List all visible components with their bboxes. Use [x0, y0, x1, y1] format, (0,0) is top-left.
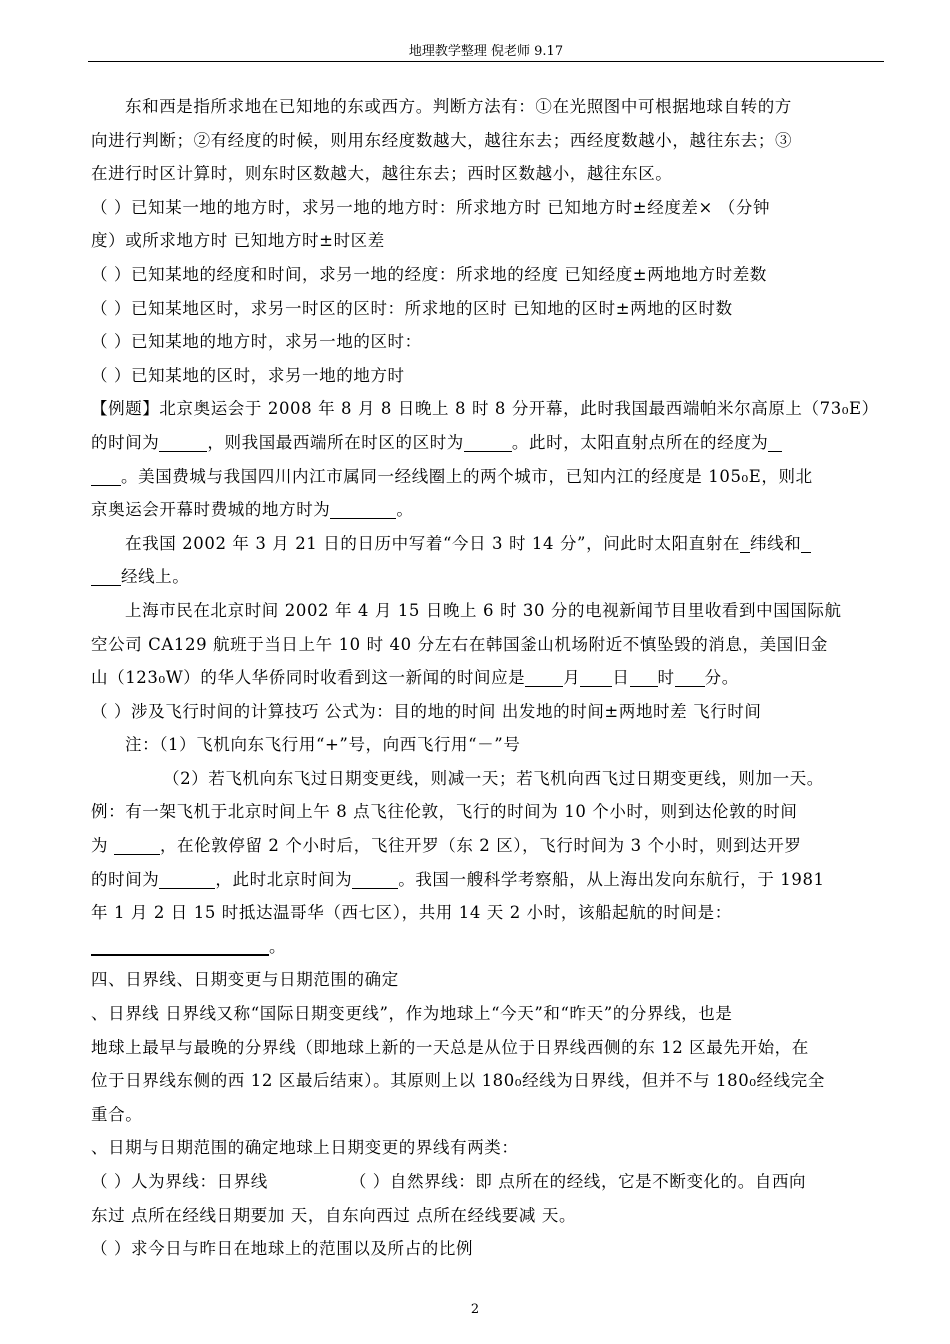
- formula-line: （ ）已知某一地的地方时，求另一地的地方时：所求地方时 已知地方时±经度差× （分钟: [91, 197, 771, 217]
- note-line: （2）若飞机向东飞过日期变更线，则减一天；若飞机向西飞过日期变更线，则加一天。: [163, 768, 824, 788]
- paragraph-line: 东过 点所在经线日期要加 天，自东向西过 点所在经线要减 天。: [91, 1205, 577, 1225]
- text-segment: （ ）自然界线：即 点所在的经线，它是不断变化的。自西向: [349, 1172, 807, 1191]
- answer-blank: [91, 565, 121, 586]
- text-segment: 。美国费城与我国四川内江市属同一经线圈上的两个城市，已知内江的经度是 105₀E，则北: [121, 466, 813, 486]
- text-segment: 时: [657, 668, 675, 688]
- example-line: 【例题】北京奥运会于 2008 年 8 月 8 日晚上 8 时 8 分开幕，此时我国最西端帕米尔高原上（73₀E）: [91, 399, 879, 419]
- paragraph-line: 向进行判断；②有经度的时候，则用东经度数越大，越往东去；西经度数越小，越往东去；③: [91, 130, 793, 150]
- answer-blank: [352, 868, 398, 889]
- paragraph-line: [91, 1165, 886, 1199]
- example-line: 例：有一架飞机于北京时间上午 8 点飞往伦敦，飞行的时间为 10 个小时，则到达伦敦的时间: [91, 802, 798, 822]
- document-body: [91, 90, 886, 1266]
- header-divider: [88, 61, 884, 62]
- example-line: [91, 426, 886, 460]
- section-heading: 四、日界线、日期变更与日期范围的确定: [91, 970, 399, 990]
- note-line: 注：（1）飞机向东飞行用“+”号，向西飞行用“－”号: [125, 735, 521, 755]
- text-segment: ，此时北京时间为: [215, 869, 353, 889]
- page-number: 2: [470, 1302, 480, 1317]
- page-header: 地理教学整理 倪老师 9.17: [408, 44, 564, 59]
- example-line: [91, 930, 886, 964]
- answer-blank: [675, 666, 705, 687]
- example-line: 上海市民在北京时间 2002 年 4 月 15 日晚上 6 时 30 分的电视新闻节目里收看到中国国际航: [125, 600, 842, 620]
- answer-blank: [159, 431, 207, 452]
- paragraph-line: 地球上最早与最晚的分界线（即地球上新的一天总是从位于日界线西侧的东 12 区最先开始，在: [91, 1037, 809, 1057]
- answer-blank: [768, 431, 782, 452]
- example-line: 空公司 CA129 航班于当日上午 10 时 40 分左右在韩国釜山机场附近不慎坠毁的消息，美国旧金: [91, 634, 828, 654]
- example-line: [91, 661, 886, 695]
- text-segment: ，则我国最西端所在时区的区时为: [207, 432, 464, 452]
- paragraph-line: 在进行时区计算时，则东时区数越大，越往东去；西时区数越小，越往东区。: [91, 164, 673, 184]
- example-line: [91, 863, 886, 897]
- text-segment: 经线上。: [121, 567, 190, 587]
- text-segment: 。: [396, 500, 414, 520]
- text-segment: 纬线和: [750, 533, 802, 553]
- text-segment: 的时间为: [91, 869, 160, 889]
- text-segment: 山（123₀W）的华人华侨同时收看到这一新闻的时间应是: [91, 668, 526, 688]
- example-line: [91, 560, 886, 594]
- text-segment: 为: [91, 836, 114, 856]
- text-segment: 。此时，太阳直射点所在的经度为: [511, 432, 769, 452]
- text-segment: 。: [269, 936, 287, 956]
- formula-line: （ ）涉及飞行时间的计算技巧 公式为：目的地的时间 出发地的时间±两地时差 飞行时间: [91, 701, 762, 721]
- answer-blank: [580, 666, 612, 687]
- paragraph-line: 位于日界线东侧的西 12 区最后结束）。其原则上以 180₀经线为日界线，但并不与 180₀经线完全: [91, 1071, 825, 1091]
- formula-line: （ ）已知某地区时，求另一时区的区时：所求地的区时 已知地的区时±两地的区时数: [91, 298, 733, 318]
- answer-blank: [330, 498, 396, 519]
- text-segment: ，在伦敦停留 2 个小时后，飞往开罗（东 2 区），飞行时间为 3 个小时，则到达开罗: [159, 836, 802, 856]
- answer-blank: [740, 532, 750, 553]
- example-line: [91, 460, 886, 494]
- formula-line: （ ）已知某地的地方时，求另一地的区时：: [91, 332, 422, 352]
- answer-blank: [464, 431, 512, 452]
- paragraph-line: 、日期与日期范围的确定地球上日期变更的界线有两类：: [91, 1138, 519, 1158]
- text-segment: 月: [563, 668, 581, 688]
- example-line: 年 1 月 2 日 15 时抵达温哥华（西七区），共用 14 天 2 小时，该船起航的时间是：: [91, 903, 732, 923]
- paragraph-line: 重合。: [91, 1104, 143, 1124]
- answer-blank: [525, 666, 563, 687]
- formula-line: （ ）已知某地的区时，求另一地的地方时: [91, 365, 405, 385]
- text-segment: 分。: [704, 668, 739, 688]
- text-segment: 在我国 2002 年 3 月 21 日的日历中写着“今日 3 时 14 分”，问此时太阳直射在: [125, 533, 740, 553]
- example-line: [91, 829, 886, 863]
- answer-blank: [159, 868, 215, 889]
- paragraph-line: 东和西是指所求地在已知地的东或西方。判断方法有：①在光照图中可根据地球自转的方: [125, 97, 792, 116]
- answer-blank: [630, 666, 658, 687]
- text-segment: 日: [612, 668, 630, 688]
- text-segment: 的时间为: [91, 432, 160, 452]
- answer-blank: [91, 465, 121, 486]
- text-segment: 。我国一艘科学考察船，从上海出发向东航行，于 1981: [398, 869, 825, 889]
- answer-blank: [91, 934, 269, 956]
- example-line: [91, 493, 886, 527]
- paragraph-line: 、日界线 日界线又称“国际日期变更线”，作为地球上“今天”和“昨天”的分界线，也是: [91, 1004, 733, 1024]
- answer-blank: [114, 834, 160, 855]
- text-segment: （ ）人为界线：日界线: [91, 1172, 268, 1191]
- formula-line: 度）或所求地方时 已知地方时±时区差: [91, 231, 385, 251]
- paragraph-line: （ ）求今日与昨日在地球上的范围以及所占的比例: [91, 1239, 474, 1259]
- text-segment: 京奥运会开幕时费城的地方时为: [91, 500, 331, 520]
- answer-blank: [801, 532, 811, 553]
- example-line: [91, 527, 886, 561]
- formula-line: （ ）已知某地的经度和时间，求另一地的经度：所求地的经度 已知经度±两地地方时差数: [91, 264, 767, 284]
